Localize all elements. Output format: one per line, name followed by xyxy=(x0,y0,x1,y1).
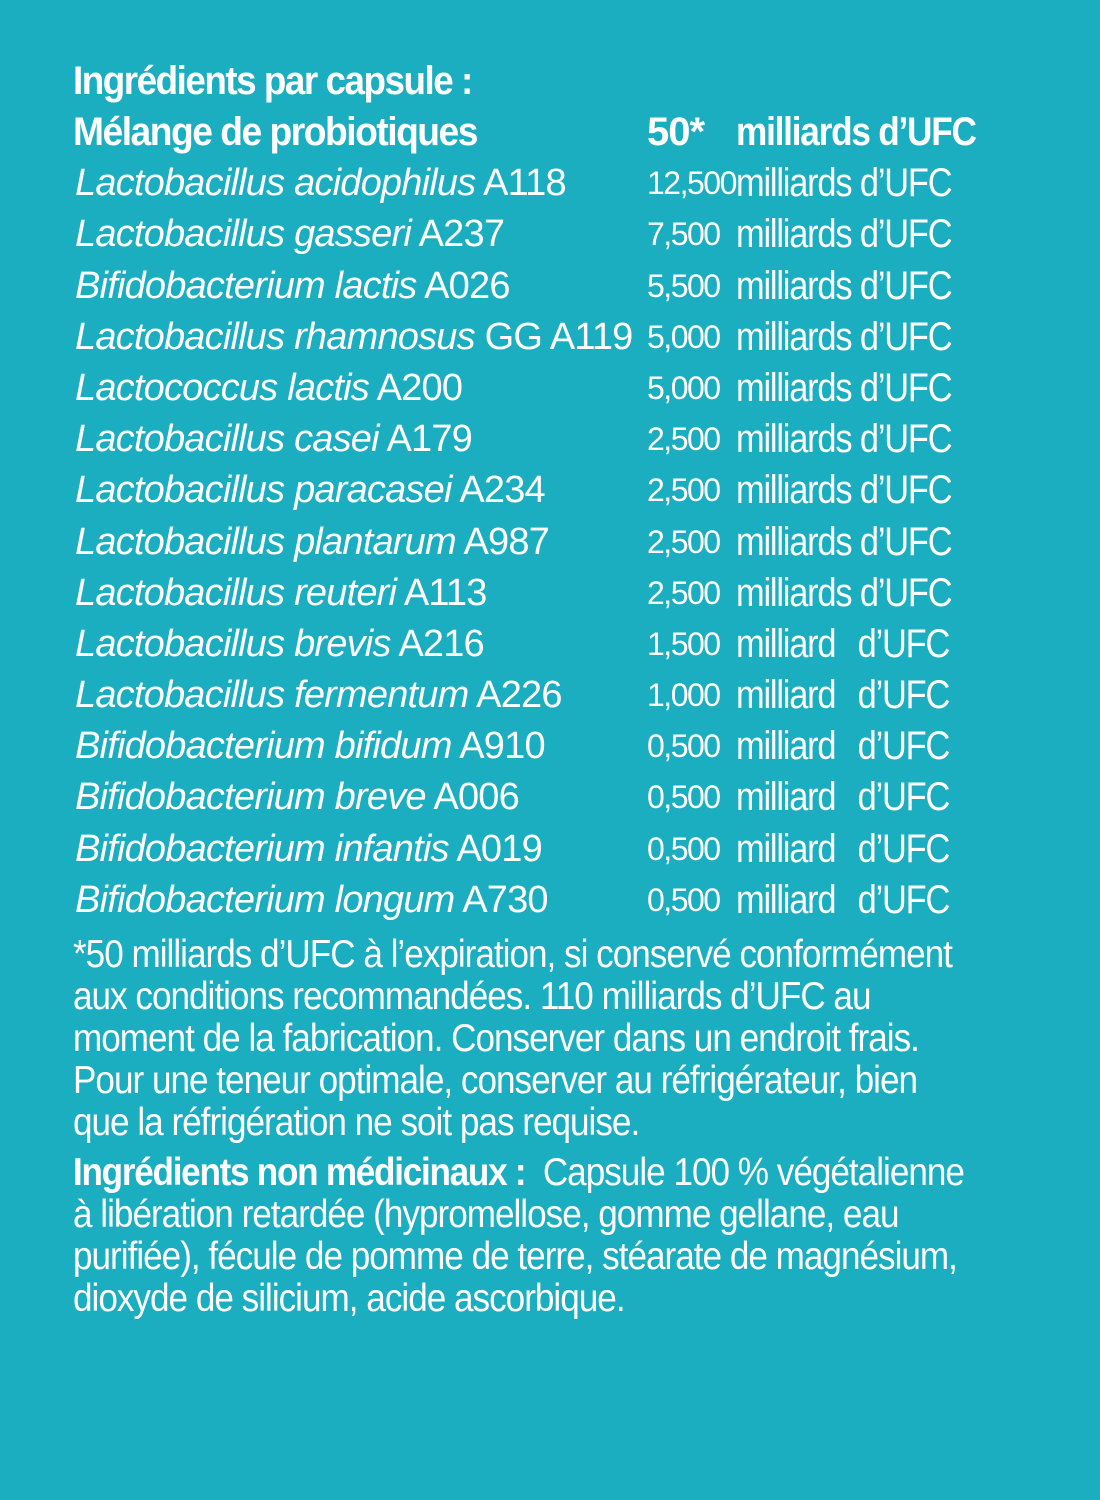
strain-species: plantarum xyxy=(294,520,456,563)
strain-unit-word: milliards xyxy=(736,519,852,564)
strain-name xyxy=(75,209,504,260)
strain-row xyxy=(73,363,1063,414)
strain-amount: 2,500 xyxy=(647,523,720,560)
non-medicinal-line: dioxyde de silicium, acide ascorbique. xyxy=(73,1277,625,1320)
strain-amount: 7,500 xyxy=(647,216,720,253)
strain-code: A179 xyxy=(386,418,473,461)
strain-row xyxy=(73,414,1063,465)
non-medicinal-first-line xyxy=(73,1152,1054,1194)
strain-amount: 1,500 xyxy=(647,625,720,662)
strain-name xyxy=(75,363,462,414)
strain-amount: 5,500 xyxy=(647,267,720,304)
strain-unit-suffix: d’UFC xyxy=(857,826,950,871)
strain-unit-word: milliards xyxy=(736,161,852,206)
footnote-line: aux conditions recommandées. 110 milliards d’UFC au xyxy=(73,975,871,1018)
strain-code: A019 xyxy=(456,827,542,870)
strain-genus: Bifidobacterium xyxy=(75,878,325,921)
strain-unit xyxy=(736,670,949,721)
strain-unit-suffix: d’UFC xyxy=(857,775,950,820)
strain-row xyxy=(73,465,1063,516)
footnote-line: Pour une teneur optimale, conserver au réfrigérateur, bien xyxy=(73,1059,918,1102)
strain-unit-word: milliard xyxy=(736,724,836,769)
strain-unit-suffix: d’UFC xyxy=(859,519,952,564)
strain-unit-suffix: d’UFC xyxy=(859,263,952,308)
strain-code: A234 xyxy=(459,469,545,512)
strain-unit-suffix: d’UFC xyxy=(859,468,952,513)
strain-name xyxy=(75,772,519,823)
strain-name xyxy=(75,875,548,926)
strain-code: A226 xyxy=(476,674,562,717)
strain-row xyxy=(73,619,1063,670)
blend-row xyxy=(73,107,1063,158)
strain-unit-suffix: d’UFC xyxy=(857,673,950,718)
strain-unit-word: milliards xyxy=(736,314,852,359)
strain-unit xyxy=(736,619,949,670)
strain-unit-word: milliard xyxy=(736,621,836,666)
strain-name xyxy=(75,619,484,670)
strain-unit-word: milliard xyxy=(736,826,836,871)
strain-row xyxy=(73,209,1063,260)
strain-genus: Lactobacillus xyxy=(75,622,285,665)
strain-name xyxy=(75,261,510,312)
strain-amount: 5,000 xyxy=(647,369,720,406)
probiotic-table xyxy=(73,107,1063,926)
strain-unit-word: milliards xyxy=(736,212,852,257)
footnote-line: *50 milliards d’UFC à l’expiration, si conservé conformément xyxy=(73,933,952,976)
strain-genus: Lactobacillus xyxy=(75,213,285,256)
strain-unit xyxy=(736,414,951,465)
strain-row xyxy=(73,875,1063,926)
strain-amount: 2,500 xyxy=(647,574,720,611)
strain-unit-word: milliards xyxy=(736,263,852,308)
strain-code: A987 xyxy=(463,520,550,563)
strain-name xyxy=(75,824,542,875)
strain-amount: 0,500 xyxy=(647,830,720,867)
footnote-line: que la réfrigération ne soit pas requise. xyxy=(73,1101,640,1144)
non-medicinal-text: Capsule 100 % végétalienne xyxy=(542,1151,964,1194)
strain-genus: Lactobacillus xyxy=(75,315,285,358)
strain-unit-word: milliard xyxy=(736,877,836,922)
strain-unit xyxy=(736,158,951,209)
strain-species: breve xyxy=(334,776,426,819)
blend-name: Mélange de probiotiques xyxy=(73,110,477,154)
strain-row xyxy=(73,158,1063,209)
strain-genus: Lactobacillus xyxy=(75,571,285,614)
strain-name xyxy=(75,414,472,465)
non-medicinal-line: purifiée), fécule de pomme de terre, stéarate de magnésium, xyxy=(73,1235,957,1278)
strain-unit xyxy=(736,721,949,772)
strain-species: reuteri xyxy=(294,571,397,614)
blend-unit: milliards d’UFC xyxy=(736,110,976,154)
strain-unit-word: milliards xyxy=(736,365,852,410)
strain-row xyxy=(73,772,1063,823)
strain-genus: Bifidobacterium xyxy=(75,776,325,819)
strain-unit-suffix: d’UFC xyxy=(857,621,950,666)
strain-code: A026 xyxy=(424,264,510,307)
strain-species: paracasei xyxy=(294,469,452,512)
strain-genus: Lactobacillus xyxy=(75,469,285,512)
strain-unit xyxy=(736,824,949,875)
strain-genus: Lactobacillus xyxy=(75,162,285,205)
strain-unit-suffix: d’UFC xyxy=(857,724,950,769)
strain-species: bifidum xyxy=(334,725,452,768)
strain-genus: Bifidobacterium xyxy=(75,725,325,768)
strain-unit xyxy=(736,465,951,516)
strain-amount: 0,500 xyxy=(647,728,720,765)
strain-name xyxy=(75,517,549,568)
strain-species: longum xyxy=(334,878,455,921)
strain-code: A113 xyxy=(403,571,487,614)
strain-row xyxy=(73,517,1063,568)
blend-amount: 50* xyxy=(647,110,705,154)
strain-name xyxy=(75,568,487,619)
non-medicinal-line: à libération retardée (hypromellose, gomme gellane, eau xyxy=(73,1193,899,1236)
strain-amount: 2,500 xyxy=(647,421,720,458)
strain-code: A118 xyxy=(483,162,566,205)
strain-genus: Lactococcus xyxy=(75,366,278,409)
strain-unit xyxy=(736,261,951,312)
strain-amount: 1,000 xyxy=(647,677,720,714)
strain-row xyxy=(73,312,1063,363)
strain-species: brevis xyxy=(294,622,391,665)
strain-code: A730 xyxy=(462,878,548,921)
strain-species: rhamnosus xyxy=(294,315,475,358)
strain-unit-word: milliard xyxy=(736,775,836,820)
strain-species: infantis xyxy=(334,827,449,870)
strain-unit xyxy=(736,363,951,414)
strain-species: fermentum xyxy=(294,674,469,717)
strain-name xyxy=(75,158,566,209)
ingredients-heading: Ingrédients par capsule : xyxy=(73,59,472,103)
strain-code: GG A119 xyxy=(484,315,633,358)
strain-unit xyxy=(736,772,949,823)
strain-amount: 0,500 xyxy=(647,881,720,918)
strain-name xyxy=(75,721,545,772)
strain-genus: Bifidobacterium xyxy=(75,264,325,307)
strain-amount: 0,500 xyxy=(647,779,720,816)
strain-unit-suffix: d’UFC xyxy=(859,417,952,462)
strain-species: acidophilus xyxy=(294,162,476,205)
strain-species: gasseri xyxy=(294,213,411,256)
strain-row xyxy=(73,670,1063,721)
strain-row xyxy=(73,568,1063,619)
strain-species: lactis xyxy=(287,366,369,409)
strain-name xyxy=(75,465,545,516)
strain-row xyxy=(73,261,1063,312)
strain-unit xyxy=(736,568,951,619)
strain-name xyxy=(75,670,562,721)
non-medicinal-ingredients xyxy=(73,1152,1054,1320)
strain-name xyxy=(75,312,633,363)
strain-unit xyxy=(736,209,951,260)
strain-unit-word: milliard xyxy=(736,673,836,718)
strain-code: A006 xyxy=(433,776,519,819)
storage-footnote xyxy=(73,934,1054,1144)
strain-code: A216 xyxy=(398,622,484,665)
strain-unit-word: milliards xyxy=(736,570,852,615)
strain-genus: Bifidobacterium xyxy=(75,827,325,870)
strain-row xyxy=(73,824,1063,875)
strain-amount: 5,000 xyxy=(647,318,720,355)
strain-unit-suffix: d’UFC xyxy=(859,161,952,206)
strain-unit-suffix: d’UFC xyxy=(859,570,952,615)
strain-unit xyxy=(736,875,949,926)
strain-species: lactis xyxy=(334,264,417,307)
strain-unit-suffix: d’UFC xyxy=(857,877,950,922)
strain-row xyxy=(73,721,1063,772)
strain-amount: 12,500 xyxy=(647,165,736,202)
non-medicinal-label: Ingrédients non médicinaux : xyxy=(73,1151,526,1194)
strain-code: A237 xyxy=(418,213,505,256)
strain-unit-suffix: d’UFC xyxy=(859,314,952,359)
strain-genus: Lactobacillus xyxy=(75,418,285,461)
ingredients-section xyxy=(73,55,1063,1320)
strain-unit xyxy=(736,517,951,568)
strain-unit-suffix: d’UFC xyxy=(859,212,952,257)
strain-genus: Lactobacillus xyxy=(75,674,285,717)
strain-unit-word: milliards xyxy=(736,468,852,513)
strain-unit-word: milliards xyxy=(736,417,852,462)
strain-code: A200 xyxy=(376,366,463,409)
strain-amount: 2,500 xyxy=(647,472,720,509)
strain-species: casei xyxy=(294,418,379,461)
footnote-line: moment de la fabrication. Conserver dans un endroit frais. xyxy=(73,1017,919,1060)
strain-unit xyxy=(736,312,951,363)
strain-genus: Lactobacillus xyxy=(75,520,285,563)
strain-unit-suffix: d’UFC xyxy=(859,365,952,410)
strain-code: A910 xyxy=(459,725,545,768)
